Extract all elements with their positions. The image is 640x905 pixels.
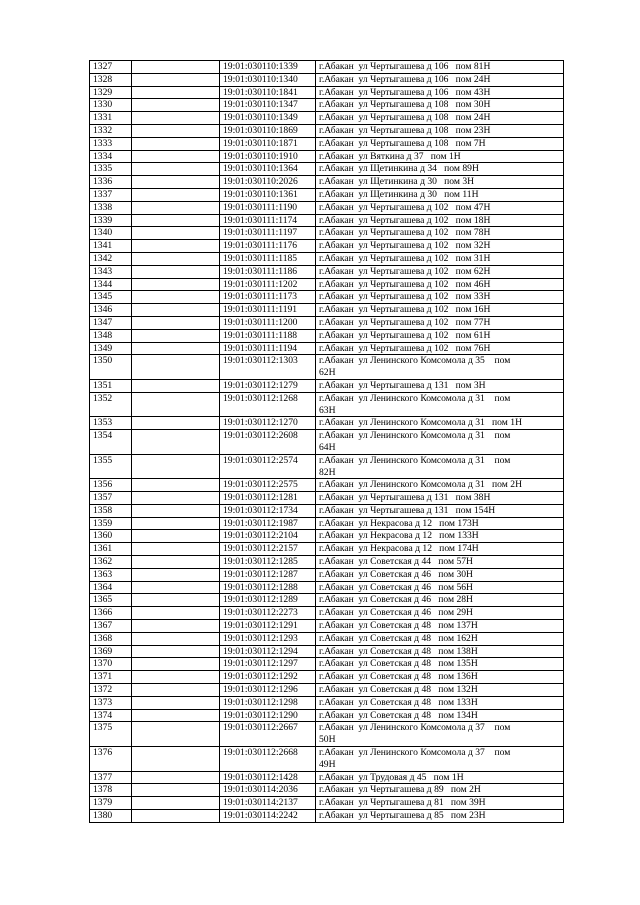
table-row [90,709,564,722]
table-row [90,530,564,543]
cadastral-number-cell: 19:01:030112:1987 [220,517,316,530]
empty-cell [132,86,220,99]
table-row [90,430,564,455]
address-cell: г.Абакан ул Чертыгашева д 108 пом 7Н [316,137,564,150]
row-number-cell: 1349 [90,342,132,355]
row-number-cell: 1359 [90,517,132,530]
row-number-cell: 1380 [90,810,132,823]
row-number-cell: 1328 [90,73,132,86]
cadastral-number-cell: 19:01:030112:1291 [220,620,316,633]
empty-cell [132,568,220,581]
cadastral-number-cell: 19:01:030112:1292 [220,671,316,684]
row-number-cell: 1336 [90,176,132,189]
row-number-cell: 1365 [90,594,132,607]
address-cell: г.Абакан ул Ленинского Комсомола д 31 пом 1Н [316,417,564,430]
address-cell: г.Абакан ул Ленинского Комсомола д 31 пом 63Н [316,392,564,417]
row-number-cell: 1335 [90,163,132,176]
cadastral-number-cell: 19:01:030112:2157 [220,543,316,556]
table-row [90,568,564,581]
address-cell: г.Абакан ул Чертыгашева д 108 пом 30Н [316,99,564,112]
table-row [90,99,564,112]
address-cell: г.Абакан ул Чертыгашева д 131 пом 154Н [316,504,564,517]
row-number-cell: 1368 [90,632,132,645]
address-cell: г.Абакан ул Чертыгашева д 102 пом 77Н [316,316,564,329]
row-number-cell: 1369 [90,645,132,658]
table-row [90,329,564,342]
row-number-cell: 1375 [90,722,132,747]
cadastral-number-cell: 19:01:030110:1364 [220,163,316,176]
empty-cell [132,137,220,150]
empty-cell [132,810,220,823]
address-cell: г.Абакан ул Некрасова д 12 пом 133Н [316,530,564,543]
cadastral-number-cell: 19:01:030110:1871 [220,137,316,150]
table-row [90,620,564,633]
address-cell: г.Абакан ул Ленинского Комсомола д 37 пом 49Н [316,747,564,772]
table-row [90,392,564,417]
table-row [90,342,564,355]
table-row [90,214,564,227]
row-number-cell: 1371 [90,671,132,684]
row-number-cell: 1329 [90,86,132,99]
address-cell: г.Абакан ул Ленинского Комсомола д 31 пом 64Н [316,430,564,455]
address-cell: г.Абакан ул Советская д 46 пом 28Н [316,594,564,607]
table-row [90,188,564,201]
empty-cell [132,304,220,317]
address-cell: г.Абакан ул Чертыгашева д 102 пом 78Н [316,227,564,240]
empty-cell [132,684,220,697]
cadastral-number-cell: 19:01:030111:1186 [220,265,316,278]
table-row [90,265,564,278]
cadastral-number-cell: 19:01:030112:2575 [220,479,316,492]
empty-cell [132,329,220,342]
table-row [90,73,564,86]
table-row [90,747,564,772]
empty-cell [132,645,220,658]
table-row [90,227,564,240]
row-number-cell: 1376 [90,747,132,772]
cadastral-number-cell: 19:01:030112:1288 [220,581,316,594]
empty-cell [132,291,220,304]
cadastral-number-cell: 19:01:030112:1294 [220,645,316,658]
address-cell: г.Абакан ул Советская д 46 пом 29Н [316,607,564,620]
cadastral-number-cell: 19:01:030111:1191 [220,304,316,317]
cadastral-number-cell: 19:01:030112:1268 [220,392,316,417]
table-row [90,671,564,684]
empty-cell [132,797,220,810]
address-cell: г.Абакан ул Советская д 48 пом 133Н [316,696,564,709]
address-cell: г.Абакан ул Советская д 48 пом 134Н [316,709,564,722]
table-row [90,304,564,317]
address-cell: г.Абакан ул Щетинкина д 30 пом 11Н [316,188,564,201]
cadastral-number-cell: 19:01:030112:2273 [220,607,316,620]
cadastral-number-cell: 19:01:030110:1361 [220,188,316,201]
row-number-cell: 1343 [90,265,132,278]
address-cell: г.Абакан ул Чертыгашева д 102 пом 62Н [316,265,564,278]
table-row [90,417,564,430]
table-row [90,771,564,784]
address-cell: г.Абакан ул Вяткина д 37 пом 1Н [316,150,564,163]
empty-cell [132,227,220,240]
row-number-cell: 1344 [90,278,132,291]
row-number-cell: 1346 [90,304,132,317]
cadastral-number-cell: 19:01:030114:2036 [220,784,316,797]
cadastral-number-cell: 19:01:030110:1340 [220,73,316,86]
row-number-cell: 1347 [90,316,132,329]
table-row [90,797,564,810]
cadastral-number-cell: 19:01:030112:2104 [220,530,316,543]
cadastral-number-cell: 19:01:030112:1289 [220,594,316,607]
empty-cell [132,517,220,530]
cadastral-number-cell: 19:01:030111:1202 [220,278,316,291]
row-number-cell: 1354 [90,430,132,455]
cadastral-number-cell: 19:01:030112:1287 [220,568,316,581]
table-row [90,176,564,189]
row-number-cell: 1372 [90,684,132,697]
address-cell: г.Абакан ул Советская д 46 пом 56Н [316,581,564,594]
empty-cell [132,150,220,163]
row-number-cell: 1374 [90,709,132,722]
empty-cell [132,278,220,291]
table-row [90,240,564,253]
cadastral-number-cell: 19:01:030112:1281 [220,492,316,505]
cadastral-number-cell: 19:01:030112:1270 [220,417,316,430]
empty-cell [132,747,220,772]
address-cell: г.Абакан ул Чертыгашева д 102 пом 47Н [316,201,564,214]
address-cell: г.Абакан ул Трудовая д 45 пом 1Н [316,771,564,784]
table-row [90,504,564,517]
table-row [90,632,564,645]
address-cell: г.Абакан ул Советская д 48 пом 138Н [316,645,564,658]
row-number-cell: 1356 [90,479,132,492]
empty-cell [132,709,220,722]
empty-cell [132,99,220,112]
address-cell: г.Абакан ул Советская д 48 пом 132Н [316,684,564,697]
cadastral-number-cell: 19:01:030110:1339 [220,61,316,74]
row-number-cell: 1366 [90,607,132,620]
table-row [90,556,564,569]
row-number-cell: 1379 [90,797,132,810]
table-row [90,810,564,823]
row-number-cell: 1358 [90,504,132,517]
cadastral-number-cell: 19:01:030112:1285 [220,556,316,569]
cadastral-number-cell: 19:01:030111:1190 [220,201,316,214]
empty-cell [132,784,220,797]
address-cell: г.Абакан ул Чертыгашева д 102 пом 16Н [316,304,564,317]
address-cell: г.Абакан ул Советская д 44 пом 57Н [316,556,564,569]
cadastral-number-cell: 19:01:030111:1188 [220,329,316,342]
cadastral-number-cell: 19:01:030112:1298 [220,696,316,709]
cadastral-number-cell: 19:01:030112:2667 [220,722,316,747]
row-number-cell: 1341 [90,240,132,253]
empty-cell [132,112,220,125]
table-row [90,696,564,709]
empty-cell [132,124,220,137]
cadastral-number-cell: 19:01:030112:1297 [220,658,316,671]
table-row [90,517,564,530]
table-row [90,684,564,697]
empty-cell [132,504,220,517]
cadastral-number-cell: 19:01:030111:1194 [220,342,316,355]
address-cell: г.Абакан ул Советская д 48 пом 137Н [316,620,564,633]
address-cell: г.Абакан ул Чертыгашева д 102 пом 18Н [316,214,564,227]
address-cell: г.Абакан ул Советская д 48 пом 136Н [316,671,564,684]
table-row [90,722,564,747]
row-number-cell: 1351 [90,379,132,392]
empty-cell [132,417,220,430]
address-cell: г.Абакан ул Чертыгашева д 106 пом 24Н [316,73,564,86]
address-cell: г.Абакан ул Чертыгашева д 131 пом 3Н [316,379,564,392]
row-number-cell: 1332 [90,124,132,137]
row-number-cell: 1377 [90,771,132,784]
table-row [90,163,564,176]
row-number-cell: 1345 [90,291,132,304]
address-cell: г.Абакан ул Чертыгашева д 102 пом 32Н [316,240,564,253]
empty-cell [132,240,220,253]
cadastral-number-cell: 19:01:030112:1290 [220,709,316,722]
empty-cell [132,201,220,214]
cadastral-number-cell: 19:01:030110:1349 [220,112,316,125]
table-row [90,137,564,150]
empty-cell [132,722,220,747]
address-cell: г.Абакан ул Ленинского Комсомола д 31 пом 2Н [316,479,564,492]
table-row [90,252,564,265]
address-cell: г.Абакан ул Советская д 46 пом 30Н [316,568,564,581]
cadastral-number-cell: 19:01:030112:1428 [220,771,316,784]
row-number-cell: 1363 [90,568,132,581]
row-number-cell: 1373 [90,696,132,709]
row-number-cell: 1355 [90,454,132,479]
table-row [90,594,564,607]
address-cell: г.Абакан ул Некрасова д 12 пом 173Н [316,517,564,530]
empty-cell [132,658,220,671]
row-number-cell: 1348 [90,329,132,342]
cadastral-number-cell: 19:01:030110:1347 [220,99,316,112]
empty-cell [132,214,220,227]
address-cell: г.Абакан ул Чертыгашева д 106 пом 81Н [316,61,564,74]
empty-cell [132,188,220,201]
empty-cell [132,355,220,380]
address-cell: г.Абакан ул Чертыгашева д 81 пом 39Н [316,797,564,810]
cadastral-number-cell: 19:01:030112:1296 [220,684,316,697]
cadastral-number-cell: 19:01:030112:1303 [220,355,316,380]
table-row [90,379,564,392]
row-number-cell: 1360 [90,530,132,543]
row-number-cell: 1352 [90,392,132,417]
empty-cell [132,316,220,329]
table-row [90,645,564,658]
empty-cell [132,73,220,86]
cadastral-number-cell: 19:01:030110:2026 [220,176,316,189]
row-number-cell: 1334 [90,150,132,163]
cadastral-number-cell: 19:01:030114:2137 [220,797,316,810]
address-cell: г.Абакан ул Советская д 48 пом 135Н [316,658,564,671]
row-number-cell: 1339 [90,214,132,227]
empty-cell [132,671,220,684]
address-cell: г.Абакан ул Чертыгашева д 102 пом 33Н [316,291,564,304]
empty-cell [132,632,220,645]
cadastral-number-cell: 19:01:030111:1173 [220,291,316,304]
address-cell: г.Абакан ул Чертыгашева д 102 пом 76Н [316,342,564,355]
empty-cell [132,342,220,355]
address-cell: г.Абакан ул Чертыгашева д 108 пом 24Н [316,112,564,125]
table-row [90,581,564,594]
empty-cell [132,696,220,709]
row-number-cell: 1367 [90,620,132,633]
address-cell: г.Абакан ул Ленинского Комсомола д 35 пом 62Н [316,355,564,380]
table-row [90,61,564,74]
table-row [90,201,564,214]
table-row [90,784,564,797]
empty-cell [132,454,220,479]
table-row [90,86,564,99]
row-number-cell: 1340 [90,227,132,240]
table-row [90,316,564,329]
cadastral-number-cell: 19:01:030111:1197 [220,227,316,240]
row-number-cell: 1370 [90,658,132,671]
empty-cell [132,265,220,278]
row-number-cell: 1327 [90,61,132,74]
empty-cell [132,594,220,607]
registry-table-body [90,61,564,823]
address-cell: г.Абакан ул Ленинского Комсомола д 37 пом 50Н [316,722,564,747]
row-number-cell: 1362 [90,556,132,569]
empty-cell [132,771,220,784]
row-number-cell: 1353 [90,417,132,430]
cadastral-number-cell: 19:01:030112:1734 [220,504,316,517]
cadastral-number-cell: 19:01:030112:2668 [220,747,316,772]
empty-cell [132,543,220,556]
empty-cell [132,392,220,417]
cadastral-number-cell: 19:01:030110:1910 [220,150,316,163]
table-row [90,607,564,620]
cadastral-number-cell: 19:01:030111:1174 [220,214,316,227]
empty-cell [132,556,220,569]
address-cell: г.Абакан ул Чертыгашева д 102 пом 61Н [316,329,564,342]
address-cell: г.Абакан ул Чертыгашева д 102 пом 31Н [316,252,564,265]
empty-cell [132,530,220,543]
table-row [90,112,564,125]
table-row [90,658,564,671]
empty-cell [132,252,220,265]
empty-cell [132,607,220,620]
address-cell: г.Абакан ул Некрасова д 12 пом 174Н [316,543,564,556]
cadastral-number-cell: 19:01:030112:2608 [220,430,316,455]
empty-cell [132,176,220,189]
row-number-cell: 1378 [90,784,132,797]
row-number-cell: 1333 [90,137,132,150]
cadastral-number-cell: 19:01:030110:1841 [220,86,316,99]
cadastral-number-cell: 19:01:030111:1200 [220,316,316,329]
address-cell: г.Абакан ул Ленинского Комсомола д 31 пом 82Н [316,454,564,479]
row-number-cell: 1337 [90,188,132,201]
cadastral-number-cell: 19:01:030111:1176 [220,240,316,253]
empty-cell [132,379,220,392]
row-number-cell: 1342 [90,252,132,265]
address-cell: г.Абакан ул Щетинкина д 30 пом 3Н [316,176,564,189]
row-number-cell: 1357 [90,492,132,505]
table-row [90,479,564,492]
table-row [90,124,564,137]
registry-table [89,60,564,823]
empty-cell [132,581,220,594]
table-row [90,454,564,479]
table-row [90,278,564,291]
address-cell: г.Абакан ул Щетинкина д 34 пом 89Н [316,163,564,176]
table-row [90,355,564,380]
table-row [90,291,564,304]
row-number-cell: 1361 [90,543,132,556]
address-cell: г.Абакан ул Чертыгашева д 131 пом 38Н [316,492,564,505]
row-number-cell: 1350 [90,355,132,380]
row-number-cell: 1331 [90,112,132,125]
empty-cell [132,61,220,74]
empty-cell [132,430,220,455]
address-cell: г.Абакан ул Чертыгашева д 108 пом 23Н [316,124,564,137]
address-cell: г.Абакан ул Советская д 48 пом 162Н [316,632,564,645]
row-number-cell: 1330 [90,99,132,112]
cadastral-number-cell: 19:01:030114:2242 [220,810,316,823]
cadastral-number-cell: 19:01:030112:2574 [220,454,316,479]
cadastral-number-cell: 19:01:030112:1293 [220,632,316,645]
cadastral-number-cell: 19:01:030110:1869 [220,124,316,137]
empty-cell [132,479,220,492]
empty-cell [132,620,220,633]
empty-cell [132,492,220,505]
cadastral-number-cell: 19:01:030112:1279 [220,379,316,392]
address-cell: г.Абакан ул Чертыгашева д 106 пом 43Н [316,86,564,99]
table-row [90,492,564,505]
row-number-cell: 1364 [90,581,132,594]
cadastral-number-cell: 19:01:030111:1185 [220,252,316,265]
row-number-cell: 1338 [90,201,132,214]
empty-cell [132,163,220,176]
table-row [90,543,564,556]
address-cell: г.Абакан ул Чертыгашева д 89 пом 2Н [316,784,564,797]
address-cell: г.Абакан ул Чертыгашева д 85 пом 23Н [316,810,564,823]
address-cell: г.Абакан ул Чертыгашева д 102 пом 46Н [316,278,564,291]
table-row [90,150,564,163]
